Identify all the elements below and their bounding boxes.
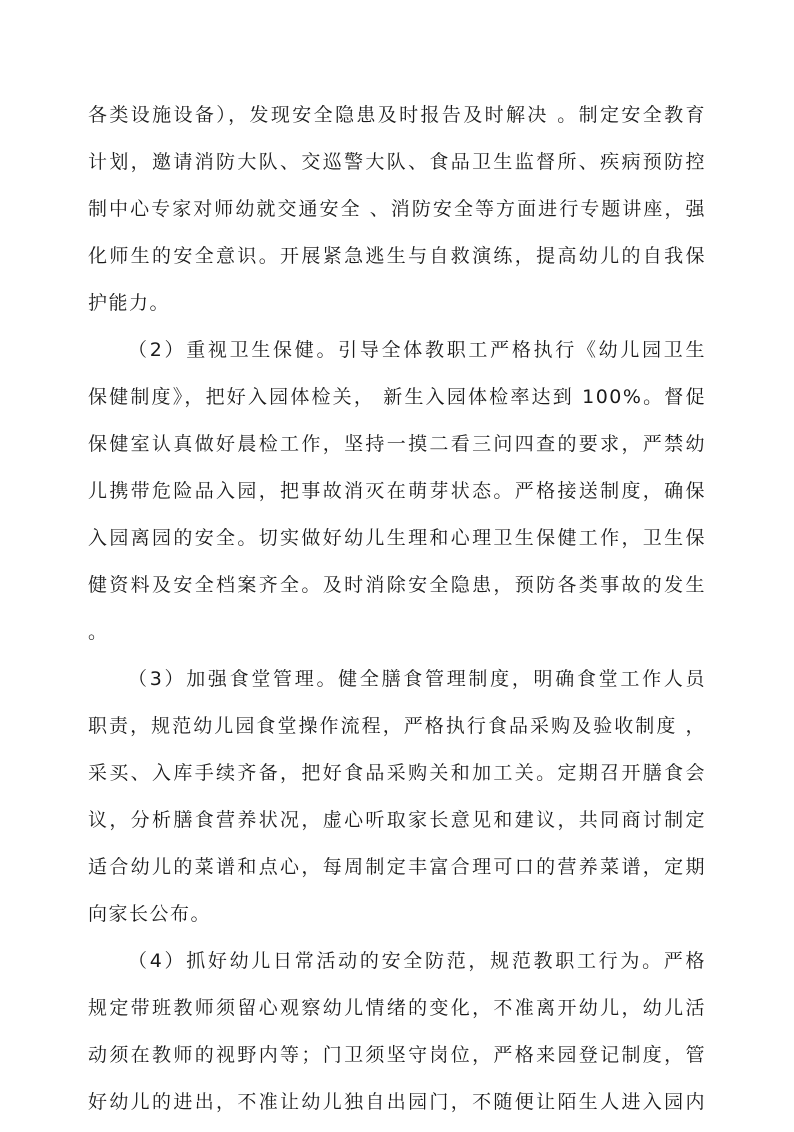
text-line: 健资料及安全档案齐全。及时消除安全隐患，预防各类事故的发生: [88, 574, 706, 596]
text-line: 。: [88, 621, 109, 643]
text-line: 议，分析膳食营养状况，虚心听取家长意见和建议，共同商讨制定: [88, 809, 706, 831]
text-line: 向家长公布。: [88, 903, 212, 925]
text-line: 采买、入库手续齐备，把好食品采购关和加工关。定期召开膳食会: [88, 762, 706, 784]
paragraph-heading-line: （4）抓好幼儿日常活动的安全防范，规范教职工行为。严格: [128, 950, 706, 972]
text-line: 儿携带危险品入园，把事故消灭在萌芽状态。严格接送制度，确保: [88, 480, 706, 502]
text-line: 保健室认真做好晨检工作，坚持一摸二看三问四查的要求，严禁幼: [88, 433, 706, 455]
paragraph-heading-line: （3）加强食堂管理。健全膳食管理制度，明确食堂工作人员: [128, 668, 706, 690]
text-line: 适合幼儿的菜谱和点心，每周制定丰富合理可口的营养菜谱，定期: [88, 856, 706, 878]
document-body: [88, 98, 706, 1132]
text-line: 护能力。: [88, 292, 171, 314]
text-line: 入园离园的安全。切实做好幼儿生理和心理卫生保健工作，卫生保: [88, 527, 706, 549]
text-line: 动须在教师的视野内等；门卫须坚守岗位，严格来园登记制度，管: [88, 1044, 706, 1066]
paragraph-heading-line: （2）重视卫生保健。引导全体教职工严格执行《幼儿园卫生: [128, 339, 706, 361]
text-line: 保健制度》，把好入园体检关， 新生入园体检率达到 100%。督促: [88, 386, 706, 408]
text-line: 计划，邀请消防大队、交巡警大队、食品卫生监督所、疾病预防控: [88, 151, 706, 173]
text-line: 各类设施设备），发现安全隐患及时报告及时解决 。制定安全教育: [88, 104, 706, 126]
text-line: 职责，规范幼儿园食堂操作流程，严格执行食品采购及验收制度 ，: [88, 715, 706, 737]
text-line: 制中心专家对师幼就交通安全 、消防安全等方面进行专题讲座，强: [88, 198, 706, 220]
text-line: 好幼儿的进出，不准让幼儿独自出园门，不随便让陌生人进入园内: [88, 1091, 706, 1113]
text-line: 化师生的安全意识。开展紧急逃生与自救演练，提高幼儿的自我保: [88, 245, 706, 267]
text-line: 规定带班教师须留心观察幼儿情绪的变化，不准离开幼儿，幼儿活: [88, 997, 706, 1019]
